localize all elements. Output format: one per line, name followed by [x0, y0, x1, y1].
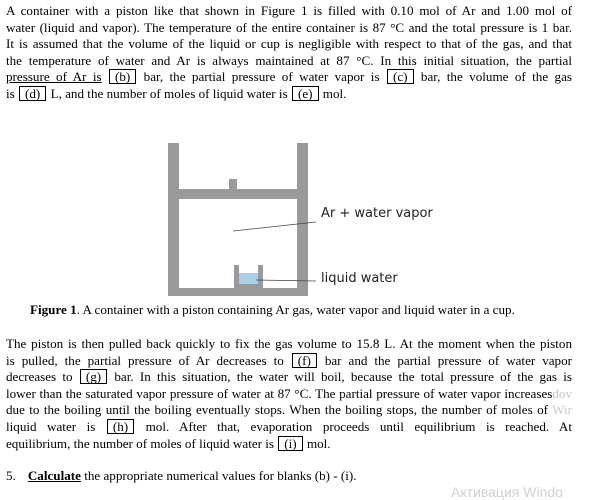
p2-line-5-text: due to the boiling until the boiling eventually stops. When the boiling stops, the number of moles of	[6, 402, 548, 418]
blank-h: (h)	[107, 419, 134, 434]
p2-line-4	[6, 386, 572, 403]
cup-bottom	[234, 284, 263, 288]
p2-line-6	[6, 419, 572, 436]
caption-label: Figure 1	[30, 302, 77, 317]
question-verb: Calculate	[27, 468, 81, 483]
intro-line-1: A container with a piston like that shown in Figure 1 is filled with 0.10 mol of Ar and 1.00 mol of	[6, 3, 572, 18]
p2-line-5-watermark: Wir	[552, 402, 572, 418]
blank-d: (d)	[19, 86, 46, 101]
blank-c: (c)	[387, 69, 414, 84]
container-left-wall	[168, 143, 179, 295]
container-bottom	[168, 288, 308, 296]
p2-line-3-end: bar. In this situation, the water will boil, because the total pressure of the gas is	[114, 369, 572, 385]
activation-watermark: Активация Windo	[451, 484, 563, 500]
p2-line-7-end: mol.	[306, 435, 331, 451]
figure-caption	[30, 302, 515, 318]
blank-i: (i)	[278, 436, 302, 451]
question-number: 5.	[6, 468, 16, 483]
intro-line-6-end: mol.	[322, 85, 347, 101]
blank-b: (b)	[109, 69, 136, 84]
intro-line-6-mid: L, and the number of moles of liquid water is	[50, 85, 288, 101]
p2-line-2-end: bar and the partial pressure of water vapor	[324, 352, 573, 368]
caption-text: . A container with a piston containing Ar gas, water vapor and liquid water in a cup.	[76, 302, 515, 317]
p2-line-2-start: is pulled, the partial pressure of Ar decreases to	[6, 352, 284, 368]
blank-g: (g)	[80, 369, 107, 384]
intro-line-5-start: pressure of Ar is	[6, 69, 102, 85]
blank-f: (f)	[292, 353, 317, 368]
second-paragraph	[6, 336, 572, 452]
p2-line-5	[6, 402, 572, 419]
blank-e: (e)	[292, 86, 319, 101]
p2-line-2	[6, 353, 572, 370]
p2-line-6-end: mol. After that, evaporation proceeds until equilibrium is reached. At	[145, 418, 572, 434]
label-gas: Ar + water vapor	[321, 206, 433, 221]
intro-line-4: the temperature of water and Ar is always maintained at 87 °C. In this initial situation, the partial	[6, 52, 572, 68]
p2-line-6-start: liquid water is	[6, 418, 96, 434]
intro-line-2: water (liquid and vapor). The temperature of the entire container is 87 °C and the total pressure is 1 bar.	[6, 19, 572, 35]
p2-line-3	[6, 369, 572, 386]
question-5	[6, 468, 357, 484]
container-right-wall	[297, 143, 308, 295]
intro-line-3: It is assumed that the volume of the liquid or cup is negligible with respect to that of the gas, and that	[6, 36, 572, 52]
piston-rod	[229, 179, 237, 190]
p2-line-7-start: equilibrium, the number of moles of liquid water is	[6, 435, 275, 451]
p2-line-1: The piston is then pulled back quickly to fix the gas volume to 15.8 L. At the moment when the piston	[6, 336, 572, 351]
label-liquid-water: liquid water	[321, 271, 398, 286]
question-text: the appropriate numerical values for blanks (b) - (i).	[80, 468, 357, 483]
intro-line-5-end: bar, the volume of the gas	[420, 69, 573, 85]
p2-line-3-start: decreases to	[6, 369, 73, 385]
intro-line-5-mid: bar, the partial pressure of water vapor is	[143, 69, 380, 85]
p2-line-4-watermark: dov	[552, 385, 572, 401]
piston-plate	[179, 189, 297, 199]
p2-line-4-text: lower than the saturated vapor pressure of water at 87 °C. The partial pressure of water vapor increases	[6, 385, 553, 401]
p2-line-7	[6, 436, 572, 453]
intro-line-6-start: is	[6, 85, 15, 101]
